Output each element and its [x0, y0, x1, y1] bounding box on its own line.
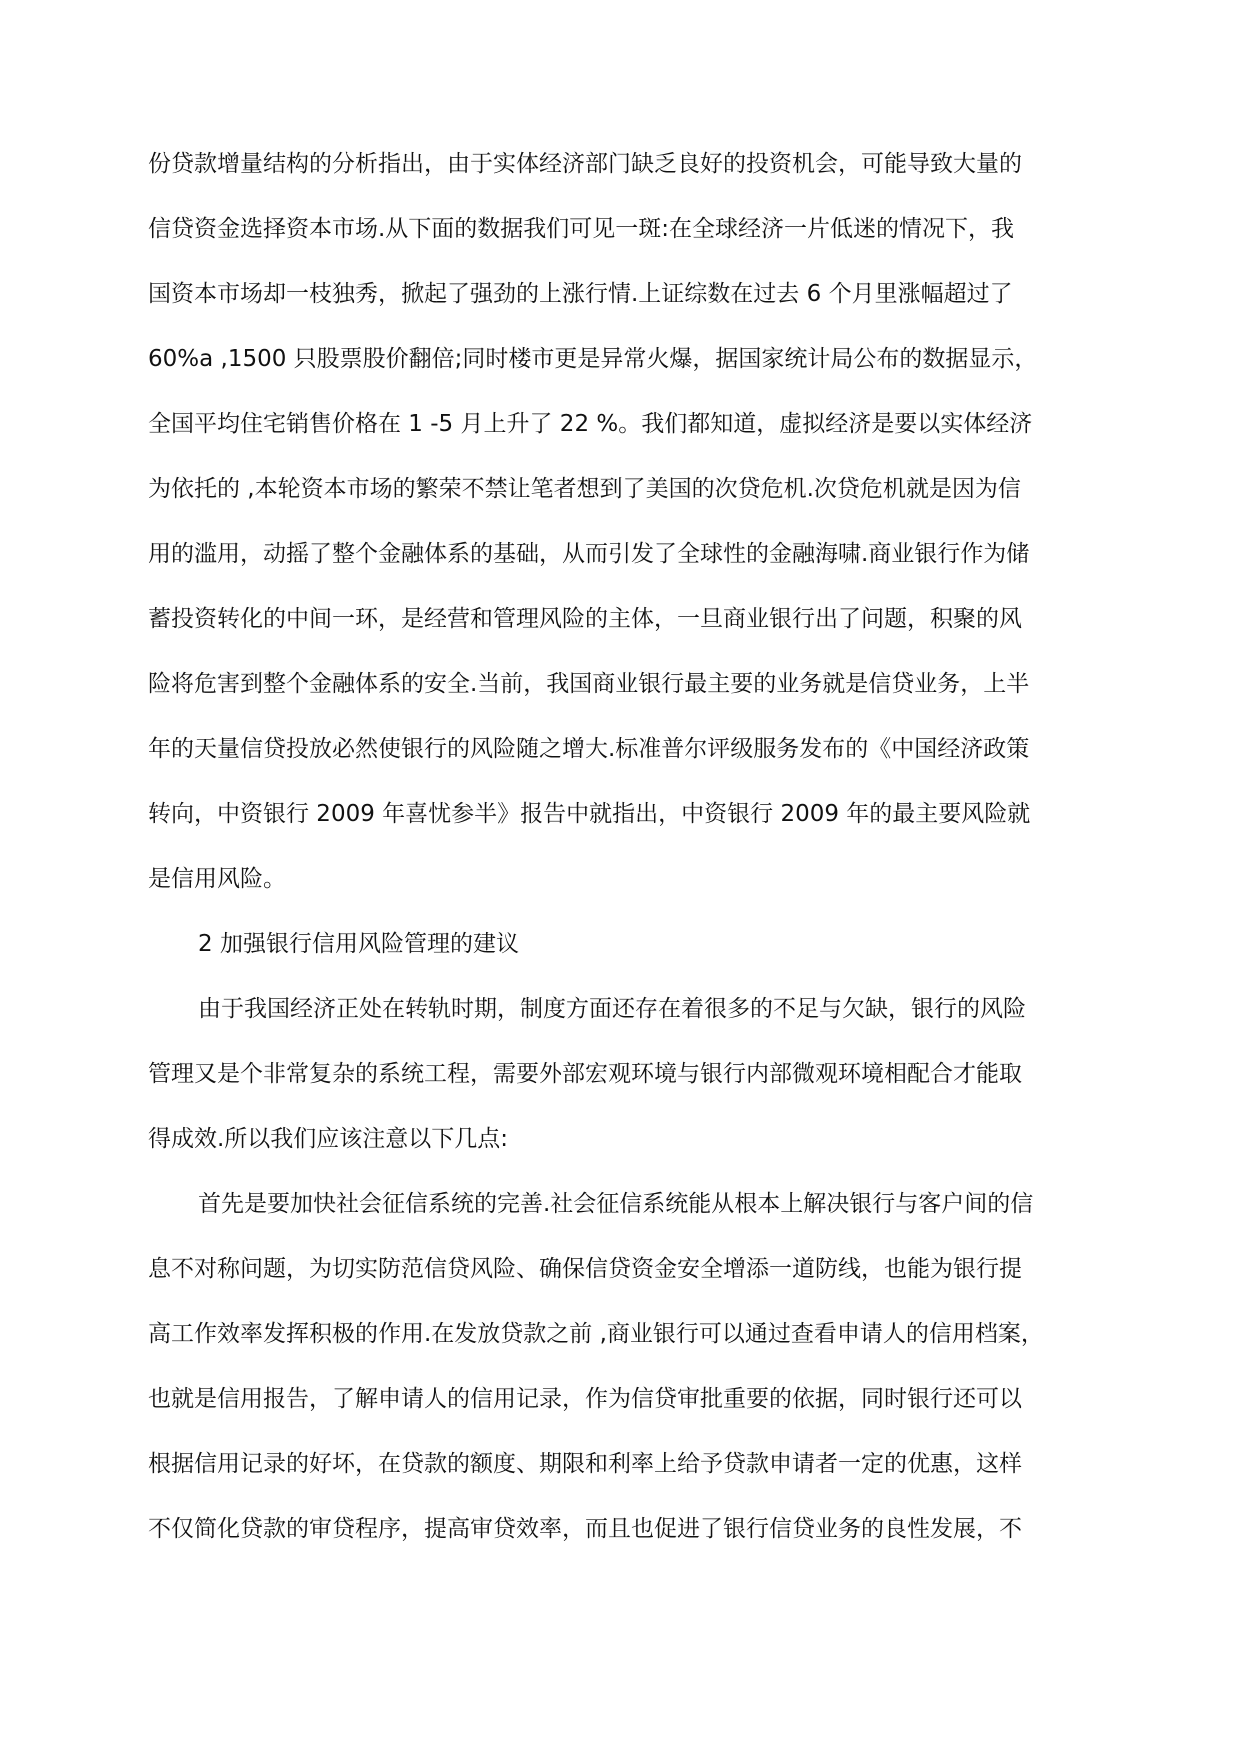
- paragraph-line: 60%a ,1500 只股票股价翻倍;同时楼市更是异常火爆，据国家统计局公布的数据显示，: [148, 346, 1038, 372]
- paragraph-line: 管理又是个非常复杂的系统工程，需要外部宏观环境与银行内部微观环境相配合才能取: [148, 1061, 1022, 1087]
- paragraph-line: 由于我国经济正处在转轨时期，制度方面还存在着很多的不足与欠缺，银行的风险: [198, 996, 1026, 1022]
- paragraph-line: 蓄投资转化的中间一环，是经营和管理风险的主体，一旦商业银行出了问题，积聚的风: [148, 606, 1022, 632]
- paragraph-line: 全国平均住宅销售价格在 1 -5 月上升了 22 %。我们都知道，虚拟经济是要以实体经济: [148, 411, 1033, 437]
- paragraph-line: 为依托的 ,本轮资本市场的繁荣不禁让笔者想到了美国的次贷危机.次贷危机就是因为信: [148, 476, 1021, 502]
- paragraph-line: 是信用风险。: [148, 866, 286, 892]
- paragraph-2: [148, 977, 1108, 1172]
- paragraph-3: [148, 1172, 1108, 1562]
- paragraph-line: 不仅简化贷款的审贷程序，提高审贷效率，而且也促进了银行信贷业务的良性发展，不: [148, 1516, 1022, 1542]
- paragraph-line: 份贷款增量结构的分析指出，由于实体经济部门缺乏良好的投资机会，可能导致大量的: [148, 151, 1022, 177]
- paragraph-line: 险将危害到整个金融体系的安全.当前，我国商业银行最主要的业务就是信贷业务，上半: [148, 671, 1030, 697]
- section-heading-text: 2 加强银行信用风险管理的建议: [198, 931, 519, 957]
- paragraph-line: 年的天量信贷投放必然使银行的风险随之增大.标准普尔评级服务发布的《中国经济政策: [148, 736, 1030, 762]
- paragraph-line: 得成效.所以我们应该注意以下几点:: [148, 1126, 509, 1152]
- paragraph-line: 信贷资金选择资本市场.从下面的数据我们可见一斑:在全球经济一片低迷的情况下，我: [148, 216, 1015, 242]
- paragraph-line: 息不对称问题，为切实防范信贷风险、确保信贷资金安全增添一道防线，也能为银行提: [148, 1256, 1022, 1282]
- paragraph-line: 转向，中资银行 2009 年喜忧参半》报告中就指出，中资银行 2009 年的最主要风险就: [148, 801, 1031, 827]
- paragraph-line: 用的滥用，动摇了整个金融体系的基础，从而引发了全球性的金融海啸.商业银行作为储: [148, 541, 1030, 567]
- paragraph-line: 也就是信用报告，了解申请人的信用记录，作为信贷审批重要的依据，同时银行还可以: [148, 1386, 1022, 1412]
- paragraph-line: 首先是要加快社会征信系统的完善.社会征信系统能从根本上解决银行与客户间的信: [198, 1191, 1034, 1217]
- paragraph-line: 国资本市场却一枝独秀，掀起了强劲的上涨行情.上证综数在过去 6 个月里涨幅超过了: [148, 281, 1013, 307]
- paragraph-line: 根据信用记录的好坏，在贷款的额度、期限和利率上给予贷款申请者一定的优惠，这样: [148, 1451, 1022, 1477]
- paragraph-line: 高工作效率发挥积极的作用.在发放贷款之前 ,商业银行可以通过查看申请人的信用档案，: [148, 1321, 1044, 1347]
- paragraph-1: [148, 132, 1108, 912]
- document-body: [148, 132, 1108, 1562]
- section-heading: [148, 912, 1108, 977]
